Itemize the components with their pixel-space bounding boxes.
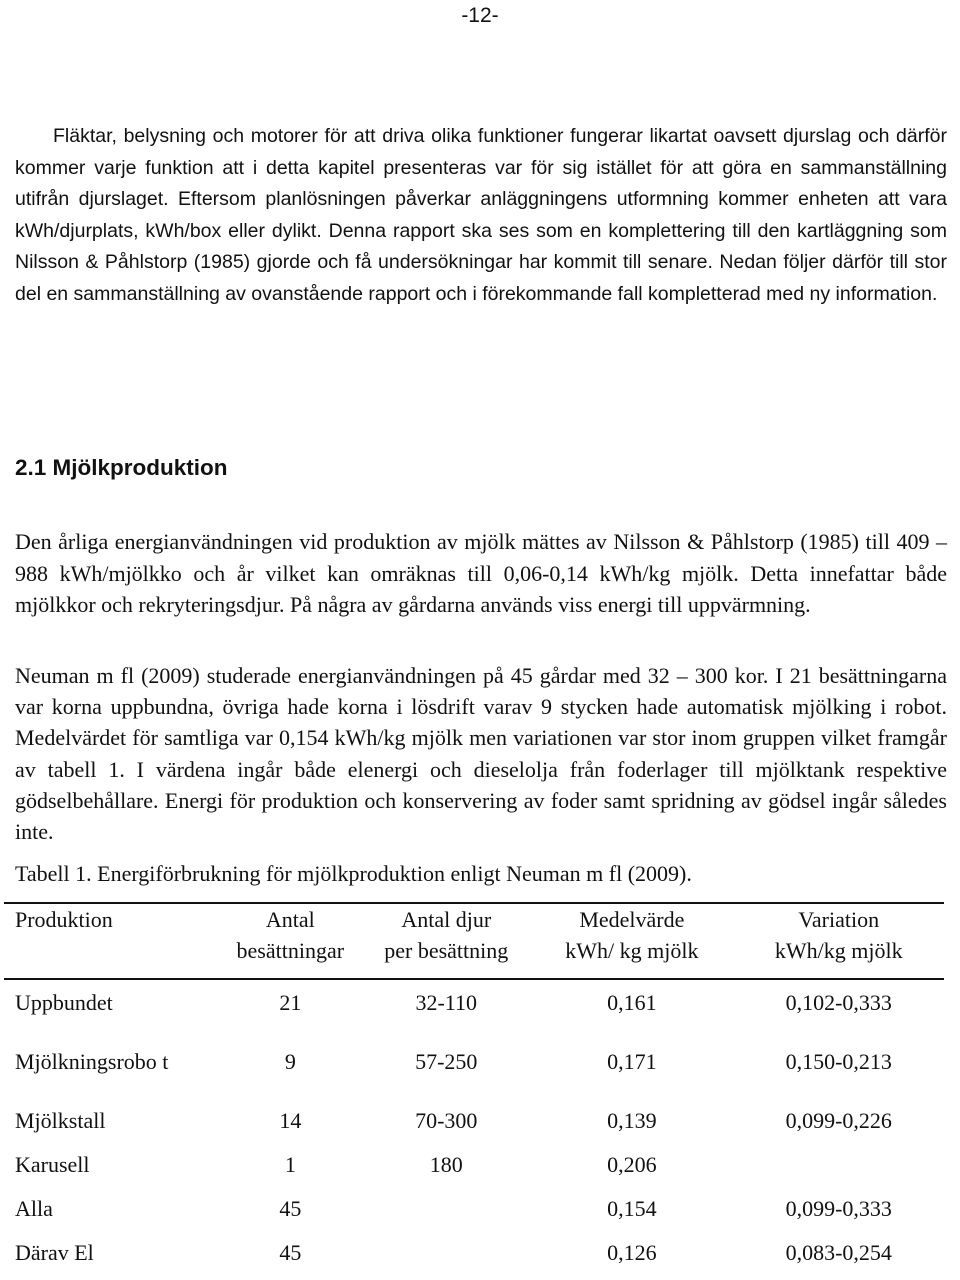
- cell-antal: 1: [284, 1151, 296, 1177]
- header-djur-line-1: Antal djur: [401, 907, 492, 932]
- energy-table: [4, 902, 944, 1274]
- table-caption: Tabell 1. Energiförbrukning för mjölkproduktion enligt Neuman m fl (2009).: [15, 861, 692, 886]
- table-row: [4, 1024, 944, 1098]
- cell-produktion: Uppbundet: [15, 989, 113, 1015]
- cell-variation: 0,150-0,213: [785, 1048, 892, 1074]
- cell-medel: 0,139: [607, 1107, 657, 1133]
- cell-medel: 0,154: [607, 1195, 657, 1221]
- body-paragraph-1: Den årliga energianvändningen vid produktion av mjölk mättes av Nilsson & Påhlstorp (1985) till 409 – 988 kWh/mjölkko och år vilket kan omräknas till 0,06-0,14 kWh/kg mjölk. Detta innefattar både mjölkkor och rekryteringsdjur. På några av gårdarna används viss energi till uppvärmning.: [15, 529, 947, 617]
- header-antal-djur: [362, 903, 530, 979]
- cell-medel: 0,171: [607, 1048, 657, 1074]
- header-antal-line-2: besättningar: [236, 938, 345, 963]
- cell-produktion: Karusell: [15, 1151, 90, 1177]
- cell-produktion: Därav El: [15, 1239, 94, 1265]
- cell-djur: 180: [429, 1151, 463, 1177]
- page-number: -12-: [461, 4, 499, 27]
- cell-djur: 57-250: [415, 1048, 478, 1074]
- cell-produktion: Mjölkningsrobo t: [15, 1048, 169, 1074]
- cell-variation: 0,083-0,254: [785, 1239, 892, 1265]
- cell-produktion: Alla: [15, 1195, 53, 1221]
- header-variation-line-1: Variation: [798, 907, 880, 932]
- cell-antal: 45: [279, 1239, 302, 1265]
- header-antal-line-1: Antal: [265, 907, 315, 932]
- cell-antal: 14: [279, 1107, 302, 1133]
- cell-djur: 32-110: [415, 989, 477, 1015]
- table-row: [4, 1142, 944, 1186]
- body-paragraph-2: Neuman m fl (2009) studerade energianvändningen på 45 gårdar med 32 – 300 kor. I 21 besättningarna var korna uppbundna, övriga hade korna i lösdrift varav 9 stycken hade automatisk mjölking i robot. Medelvärdet för samtliga var 0,154 kWh/kg mjölk men variationen var stor inom gruppen vilket framgår av tabell 1. I värdena ingår både elenergi och dieselolja från foderlager till mjölktank respektive gödselbehållare. Energi för produktion och konservering av foder samt spridning av gödsel ingår således inte.: [15, 663, 947, 845]
- header-medel-line-1: Medelvärde: [579, 907, 685, 932]
- cell-medel: 0,126: [607, 1239, 657, 1265]
- header-produktion-line-1: Produktion: [15, 907, 113, 932]
- table-row: [4, 1186, 944, 1230]
- table-row: [4, 979, 944, 1024]
- cell-antal: 21: [279, 989, 302, 1015]
- header-variation-line-2: kWh/kg mjölk: [774, 938, 903, 963]
- cell-djur: 70-300: [415, 1107, 478, 1133]
- table-header-row: [4, 903, 944, 979]
- table-row: [4, 1098, 944, 1142]
- cell-djur: [362, 1230, 530, 1274]
- cell-produktion: Mjölkstall: [15, 1107, 106, 1133]
- header-medel-line-2: kWh/ kg mjölk: [565, 938, 699, 963]
- cell-variation: 0,102-0,333: [785, 989, 892, 1015]
- intro-paragraph: Fläktar, belysning och motorer för att driva olika funktioner fungerar likartat oavsett djurslag och därför kommer varje funktion att i detta kapitel presenteras var för sig istället för att göra en sammanställning utifrån djurslaget. Eftersom planlösningen påverkar anläggningens utformning kommer enheten att vara kWh/djurplats, kWh/box eller dylikt. Denna rapport ska ses som en komplettering till den kartläggning som Nilsson & Påhlstorp (1985) gjorde och få undersökningar har kommit till senare. Nedan följer därför till stor del en sammanställning av ovanstående rapport och i förekommande fall kompletterad med ny information.: [15, 125, 947, 305]
- header-djur-line-2: per besättning: [384, 938, 509, 963]
- cell-variation: 0,099-0,333: [785, 1195, 892, 1221]
- header-antal-besattningar: [218, 903, 362, 979]
- cell-variation: [734, 1142, 945, 1186]
- cell-djur: [362, 1186, 530, 1230]
- header-produktion: [4, 903, 218, 979]
- cell-medel: 0,161: [607, 989, 657, 1015]
- cell-variation: 0,099-0,226: [785, 1107, 892, 1133]
- cell-antal: 45: [279, 1195, 302, 1221]
- section-heading: 2.1 Mjölkproduktion: [15, 455, 228, 480]
- cell-medel: 0,206: [607, 1151, 657, 1177]
- header-variation: [734, 903, 945, 979]
- cell-antal: 9: [284, 1048, 296, 1074]
- header-medelvarde: [530, 903, 733, 979]
- table-row: [4, 1230, 944, 1274]
